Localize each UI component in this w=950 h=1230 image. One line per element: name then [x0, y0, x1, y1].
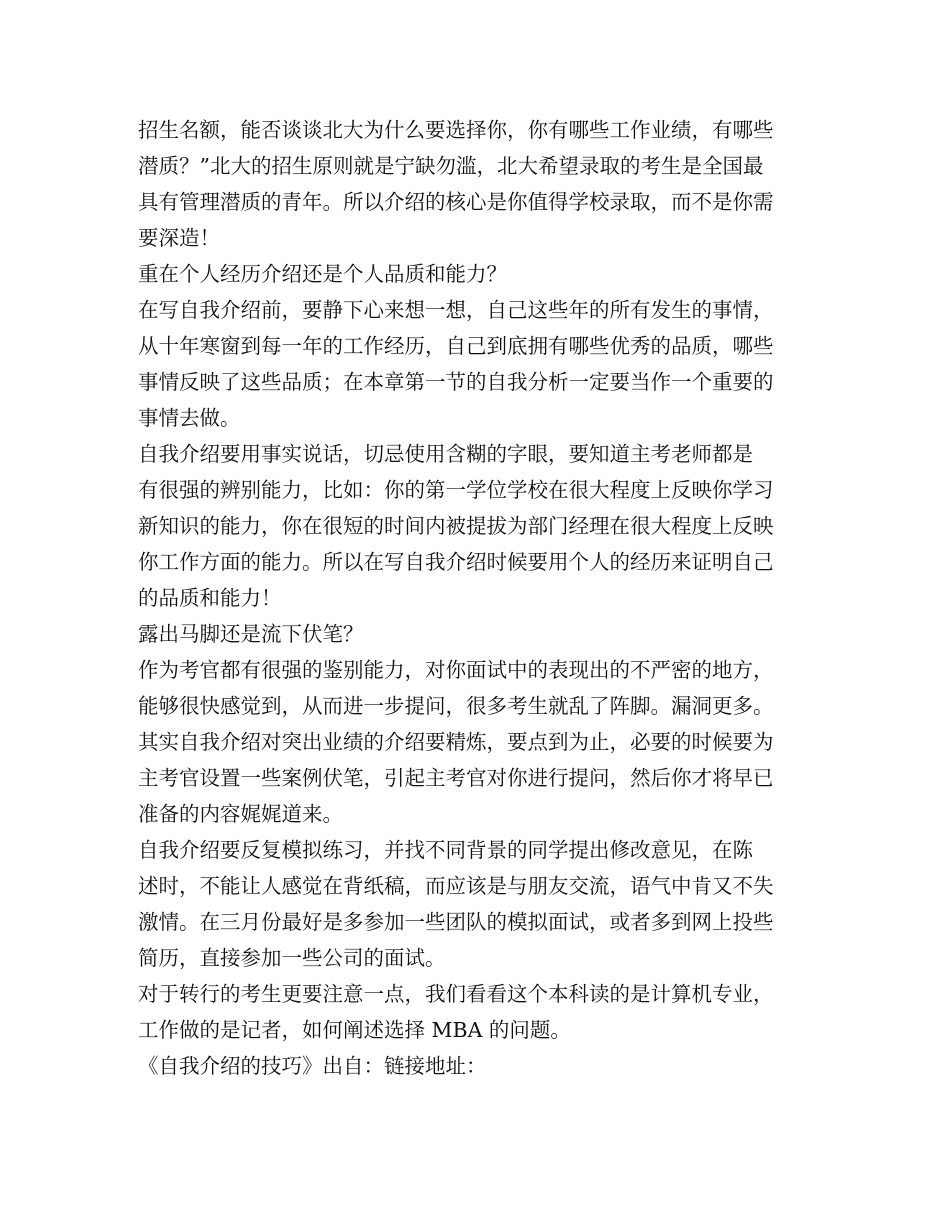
text-line: 要深造！ — [138, 226, 220, 250]
text-line: 其实自我介绍对突出业绩的介绍要精炼，要点到为止，必要的时候要为 — [138, 730, 774, 754]
text-line: 新知识的能力，你在很短的时间内被提拔为部门经理在很大程度上反映 — [138, 514, 774, 538]
text-line: 准备的内容娓娓道来。 — [138, 802, 343, 826]
source-line: 《自我介绍的技巧》出自：链接地址： — [138, 1054, 487, 1078]
text-line: 对于转行的考生更要注意一点，我们看看这个本科读的是计算机专业， — [138, 982, 774, 1006]
text-line: 作为考官都有很强的鉴别能力，对你面试中的表现出的不严密的地方， — [138, 658, 774, 682]
text-line: 的品质和能力！ — [138, 586, 282, 610]
text-line: 从十年寒窗到每一年的工作经历，自己到底拥有哪些优秀的品质，哪些 — [138, 334, 774, 358]
text-line: 工作做的是记者，如何阐述选择 MBA 的问题。 — [138, 1018, 571, 1042]
section-heading: 露出马脚还是流下伏笔？ — [138, 622, 364, 646]
text-line: 事情去做。 — [138, 406, 241, 430]
text-line: 有很强的辨别能力，比如：你的第一学位学校在很大程度上反映你学习 — [138, 478, 774, 502]
text-line: 自我介绍要用事实说话，切忌使用含糊的字眼，要知道主考老师都是 — [138, 442, 753, 466]
text-line: 能够很快感觉到，从而进一步提问，很多考生就乱了阵脚。漏洞更多。 — [138, 694, 774, 718]
text-line: 招生名额，能否谈谈北大为什么要选择你，你有哪些工作业绩，有哪些 — [138, 118, 774, 142]
text-line: 激情。在三月份最好是多参加一些团队的模拟面试，或者多到网上投些 — [138, 910, 774, 934]
text-line: 简历，直接参加一些公司的面试。 — [138, 946, 446, 970]
text-line: 主考官设置一些案例伏笔，引起主考官对你进行提问，然后你才将早已 — [138, 766, 774, 790]
text-line: 你工作方面的能力。所以在写自我介绍时候要用个人的经历来证明自己 — [138, 550, 774, 574]
text-line: 述时，不能让人感觉在背纸稿，而应该是与朋友交流，语气中肯又不失 — [138, 874, 774, 898]
section-heading: 重在个人经历介绍还是个人品质和能力？ — [138, 262, 507, 286]
text-line: 潜质？”北大的招生原则就是宁缺勿滥，北大希望录取的考生是全国最 — [138, 154, 764, 178]
text-line: 自我介绍要反复模拟练习，并找不同背景的同学提出修改意见，在陈 — [138, 838, 753, 862]
text-line: 在写自我介绍前，要静下心来想一想，自己这些年的所有发生的事情， — [138, 298, 774, 322]
document-body — [138, 112, 838, 1084]
text-line: 事情反映了这些品质；在本章第一节的自我分析一定要当作一个重要的 — [138, 370, 774, 394]
text-line: 具有管理潜质的青年。所以介绍的核心是你值得学校录取，而不是你需 — [138, 190, 774, 214]
